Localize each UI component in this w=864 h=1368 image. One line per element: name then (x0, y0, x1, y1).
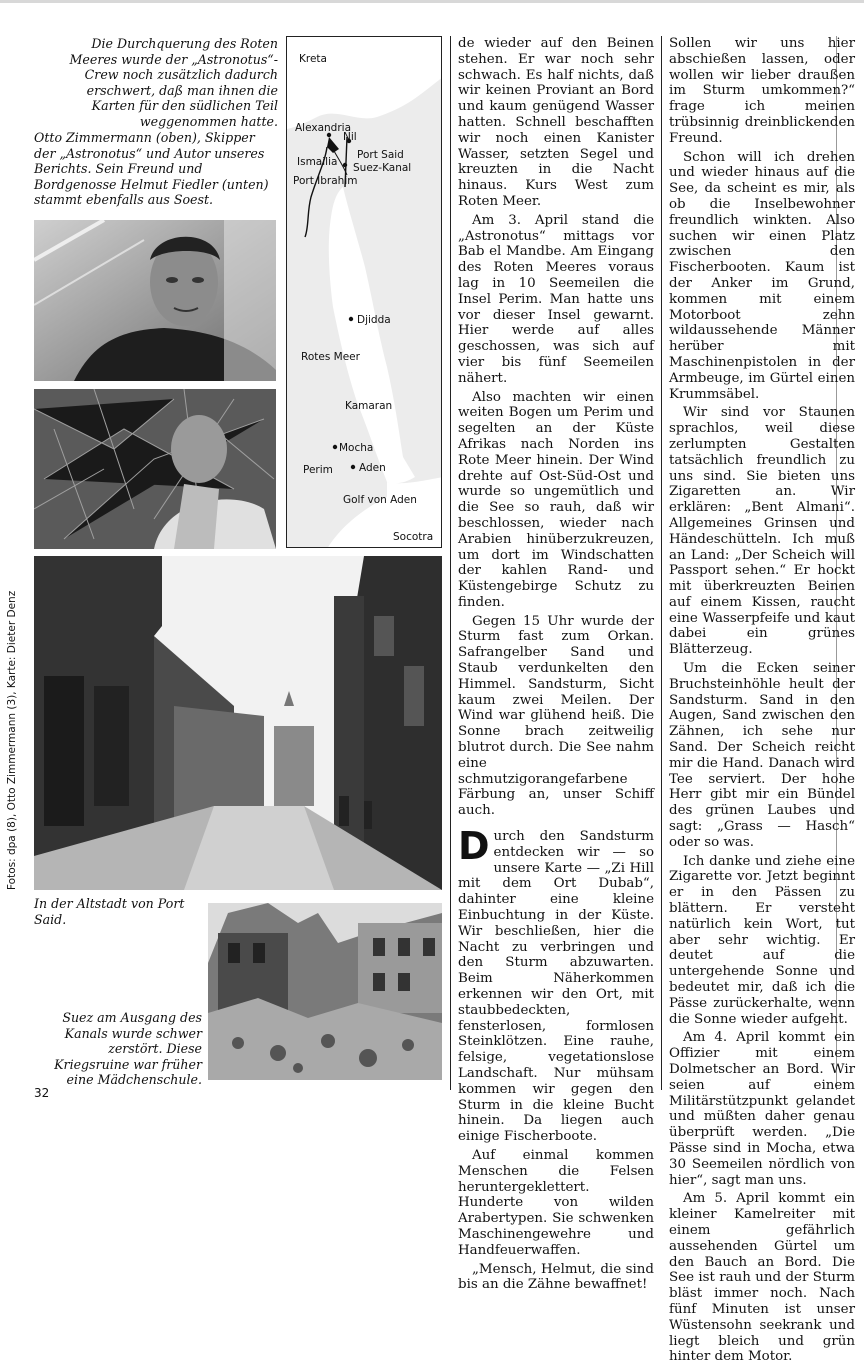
drop-cap: D (458, 824, 490, 869)
col1-paragraph-7: „Mensch, Helmut, die sind bis an die Zähne bewaffnet! (458, 1261, 654, 1293)
map-label-port-ibrahim: Port Ibrahim (293, 175, 358, 187)
map-label-suez-kanal: Suez-Kanal (353, 162, 412, 174)
map-label-mocha: Mocha (339, 442, 374, 454)
portrait-photo-helmut (34, 389, 276, 549)
suez-ruin-photo (208, 903, 442, 1080)
map-label-ismailia: Ismailia (297, 156, 338, 168)
col2-paragraph-4: Um die Ecken seiner Bruchsteinhöhle heult der Sandsturm. Sand in den Augen, Sand zwischen den Zähnen, ich sehe nur Sand. Der Scheich reicht mir die Hand. Danach wird Tee serviert. Der hohe Herr gibt mir ein Bündel des grünen Laubes und sagt: „Grass — Hasch“ oder so was. (669, 661, 855, 850)
top-border (0, 0, 864, 3)
map-label-rotes-meer: Rotes Meer (301, 351, 360, 363)
col1-paragraph-5-text: urch den Sandsturm entdecken wir — so unsere Karte — „Zi Hill mit dem Ort Dubab“, dahinter eine kleine Einbuchtung in der Küste. Wir beschließen, hier die Nacht zu verbringen und den Sturm abzuwarten. Beim Näherkommen erkennen wir den Ort, mit staubbedeckten, fensterlosen, formlosen Steinklötzen. Eine rauhe, felsige, vegetationslose Landschaft. Nur mühsam kommen wir gegen den Sturm in die kleine Bucht hinein. Da liegen auch einige Fischerboote. (458, 829, 654, 1145)
map-label-nil: Nil (343, 131, 357, 143)
col2-paragraph-1: Sollen wir uns hier abschießen lassen, oder wollen wir lieber draußen im Sturm umkommen?“ frage ich meinen trübsinnig dreinblickenden Freund. (669, 36, 855, 146)
column-rule-1 (450, 36, 451, 1090)
column-rule-2 (661, 36, 662, 1090)
col1-paragraph-4: Gegen 15 Uhr wurde der Sturm fast zum Orkan. Safrangelber Sand und Staub verdunkelten den Himmel. Sandsturm, Sicht kaum zwei Meilen. Der Wind war glühend heiß. Die Sonne brach zeitweilig blutrot durch. Die See nahm eine schmutzigorangefarbene Färbung an, unser Schiff auch. (458, 613, 654, 819)
caption-port-said: In der Altstadt von Port Said. (34, 896, 185, 927)
map-label-golf-von-aden: Golf von Aden (343, 494, 417, 506)
map-label-aden: Aden (359, 462, 386, 474)
col2-paragraph-7: Am 5. April kommt ein kleiner Kamelreiter mit einem gefährlich aussehenden Gürtel um den Bauch an Bord. Die See ist rauh und der Sturm bläst immer noch. Nach fünf Minuten ist unser Wüstensohn seekrank und liegt bleich und grün hinter dem Motor. (669, 1191, 855, 1365)
col1-paragraph-5 (458, 824, 654, 1145)
red-sea-map (286, 36, 442, 548)
map-label-alexandria: Alexandria (295, 122, 352, 134)
photo-credit: Fotos: dpa (8), Otto Zimmermann (3), Karte: Dieter Denz (6, 590, 18, 890)
col2-paragraph-6: Am 4. April kommt ein Offizier mit einem Dolmetscher an Bord. Wir seien auf einem Militärstützpunkt gelandet und müßten daher genau überprüft werden. „Die Pässe sind in Mocha, etwa 30 Seemeilen nördlich von hier“, sagt man uns. (669, 1030, 855, 1188)
article-column-2 (669, 36, 855, 1368)
page-number: 32 (34, 1086, 50, 1100)
caption-portraits: Otto Zimmermann (oben), Skipper der „Astronotus“ und Autor unseres Berichts. Sein Freund und Bordgenosse Helmut Fiedler (unten) stammt ebenfalls aus Soest. (34, 130, 269, 207)
article-column-1 (458, 36, 654, 1296)
col1-paragraph-2: Am 3. April stand die „Astronotus“ mittags vor Bab el Mandbe. Am Eingang des Roten Meeres voraus lag in 10 Seemeilen die Insel Perim. Man hatte uns vor dieser Insel gewarnt. Hier werde auf alles geschossen, was sich auf vier bis fünf Seemeilen nähert. (458, 212, 654, 386)
col1-paragraph-6: Auf einmal kommen Menschen die Felsen heruntergeklettert. Hunderte von wilden Arabertypen. Sie schwenken Maschinengewehre und Handfeuerwaffen. (458, 1147, 654, 1258)
map-label-kreta: Kreta (299, 53, 327, 65)
col1-paragraph-3: Also machten wir einen weiten Bogen um Perim und segelten an der Küste Afrikas nach Norden ins Rote Meer hinein. Der Wind drehte auf Ost-Süd-Ost und wurde so ungemütlich und die See so rauh, daß wir beschlossen, wieder nach Arabien hinüberzukreuzen, um dort im Windschatten der kahlen Rand- und Küstengebirge Schutz zu finden. (458, 389, 654, 610)
portrait-photo-otto (34, 220, 276, 381)
col2-paragraph-2: Schon will ich drehen und wieder hinaus auf die See, da scheint es mir, als ob die Inselbewohner freundlich winkten. Also suchen wir einen Platz zwischen den Fischerbooten. Kaum ist der Anker im Grund, kommen mit einem Motorboot zehn wildaussehende Männer herüber mit Maschinenpistolen in der Armbeuge, im Gürtel einen Krummsäbel. (669, 149, 855, 402)
col2-paragraph-5: Ich danke und ziehe eine Zigarette vor. Jetzt beginnt er in den Pässen zu blättern. Er versteht natürlich kein Wort, tut aber sehr wichtig. Er deutet auf die untergehende Sonne und bedeutet mir, daß ich die Pässe zurückerhalte, wenn die Sonne wieder aufgeht. (669, 853, 855, 1027)
map-label-djidda: Djidda (357, 314, 391, 326)
port-said-street-photo (34, 556, 442, 890)
caption-map: Die Durchquerung des Roten Meeres wurde der „Astronotus“-Crew noch zusätzlich dadurch erschwert, daß man ihnen die Karten für den südlichen Teil weggenommen hatte. (69, 36, 278, 129)
map-label-port-said: Port Said (357, 149, 404, 161)
map-label-socotra: Socotra (393, 531, 434, 543)
col2-paragraph-3: Wir sind vor Staunen sprachlos, weil diese zerlumpten Gestalten tatsächlich freundlich zu uns sind. Sie bieten uns Zigaretten an. Wir erklären: „Bent Almani“. Allgemeines Grinsen und Händeschütteln. Ich muß an Land: „Der Scheich will Passport sehen.“ Er hockt mit überkreuzten Beinen auf einem Kissen, raucht eine Wasserpfeife und kaut dabei ein grünes Blätterzeug. (669, 405, 855, 658)
col1-paragraph-1: de wieder auf den Beinen stehen. Er war noch sehr schwach. Es half nichts, daß wir keinen Proviant an Bord und kaum genügend Wasser hatten. Schnell beschafften wir noch einen Kanister Wasser, setzten Segel und kreuzten in die Nacht hinaus. Kurs West zum Roten Meer. (458, 36, 654, 209)
map-label-kamaran: Kamaran (345, 400, 393, 412)
map-label-perim: Perim (303, 464, 333, 476)
caption-suez: Suez am Ausgang des Kanals wurde schwer zerstört. Diese Kriegsruine war früher eine Mädchenschule. (54, 1010, 202, 1087)
